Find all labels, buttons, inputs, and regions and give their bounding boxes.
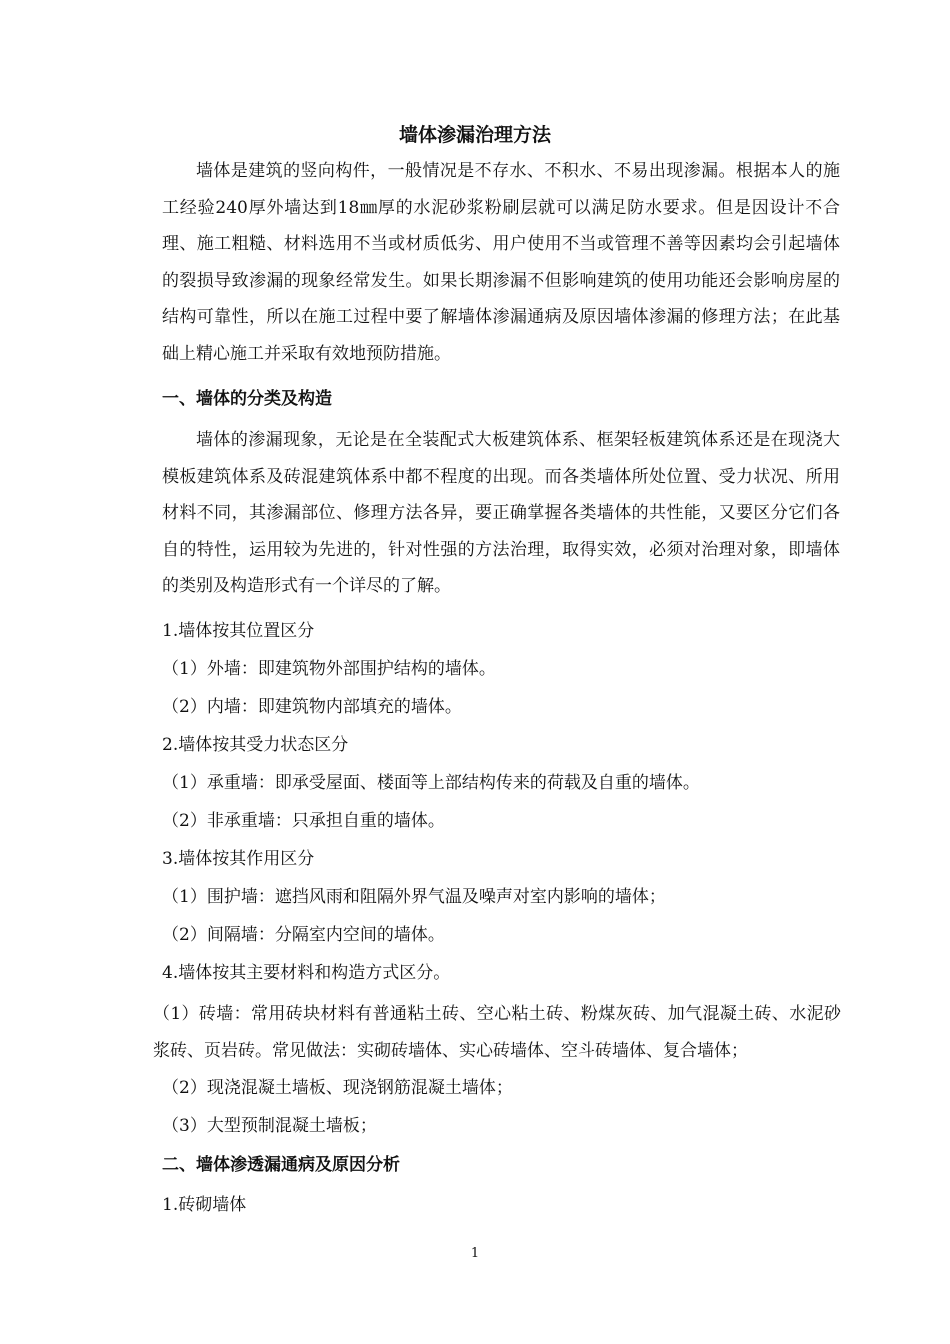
sub4-item-1: （1）砖墙：常用砖块材料有普通粘土砖、空心粘土砖、粉煤灰砖、加气混凝土砖、水泥砂浆砖、页岩砖。常见做法：实砌砖墙体、实心砖墙体、空斗砖墙体、复合墙体； (153, 1004, 841, 1061)
sub4-item-3: （3）大型预制混凝土墙板； (162, 1116, 377, 1136)
section2-sub1-heading: 1.砖砌墙体 (162, 1195, 247, 1215)
sub4-item-2: （2）现浇混凝土墙板、现浇钢筋混凝土墙体； (162, 1078, 513, 1098)
sub2-heading: 2.墙体按其受力状态区分 (162, 735, 349, 755)
sub1-heading: 1.墙体按其位置区分 (162, 621, 315, 641)
sub3-item-2: （2）间隔墙：分隔室内空间的墙体。 (162, 925, 445, 945)
sub3-item-1: （1）围护墙：遮挡风雨和阻隔外界气温及噪声对室内影响的墙体； (162, 887, 666, 907)
sub1-item-2: （2）内墙：即建筑物内部填充的墙体。 (162, 697, 462, 717)
sub2-item-1: （1）承重墙：即承受屋面、楼面等上部结构传来的荷载及自重的墙体。 (162, 773, 700, 793)
sub4-heading: 4.墙体按其主要材料和构造方式区分。 (162, 963, 451, 983)
intro-paragraph: 墙体是建筑的竖向构件，一般情况是不存水、不积水、不易出现渗漏。根据本人的施工经验240厚外墙达到18㎜厚的水泥砂浆粉刷层就可以满足防水要求。但是因设计不合理、施工粗糙、材料选用不当或材质低劣、用户使用不当或管理不善等因素均会引起墙体的裂损导致渗漏的现象经常发生。如果长期渗漏不但影响建筑的使用功能还会影响房屋的结构可靠性，所以在施工过程中要了解墙体渗漏通病及原因墙体渗漏的修理方法；在此基础上精心施工并采取有效地预防措施。 (162, 161, 840, 364)
sub3-heading: 3.墙体按其作用区分 (162, 849, 315, 869)
page-number: 1 (470, 1246, 480, 1261)
section1-heading: 一、墙体的分类及构造 (162, 389, 332, 409)
sub2-item-2: （2）非承重墙：只承担自重的墙体。 (162, 811, 445, 831)
section1-paragraph: 墙体的渗漏现象，无论是在全装配式大板建筑体系、框架轻板建筑体系还是在现浇大模板建筑体系及砖混建筑体系中都不程度的出现。而各类墙体所处位置、受力状况、所用材料不同，其渗漏部位、修理方法各异，要正确掌握各类墙体的共性能，又要区分它们各自的特性，运用较为先进的，针对性强的方法治理，取得实效，必须对治理对象，即墙体的类别及构造形式有一个详尽的了解。 (162, 430, 840, 596)
page-title: 墙体渗漏治理方法 (398, 124, 551, 146)
sub1-item-1: （1）外墙：即建筑物外部围护结构的墙体。 (162, 659, 496, 679)
section2-heading: 二、墙体渗透漏通病及原因分析 (162, 1155, 400, 1175)
